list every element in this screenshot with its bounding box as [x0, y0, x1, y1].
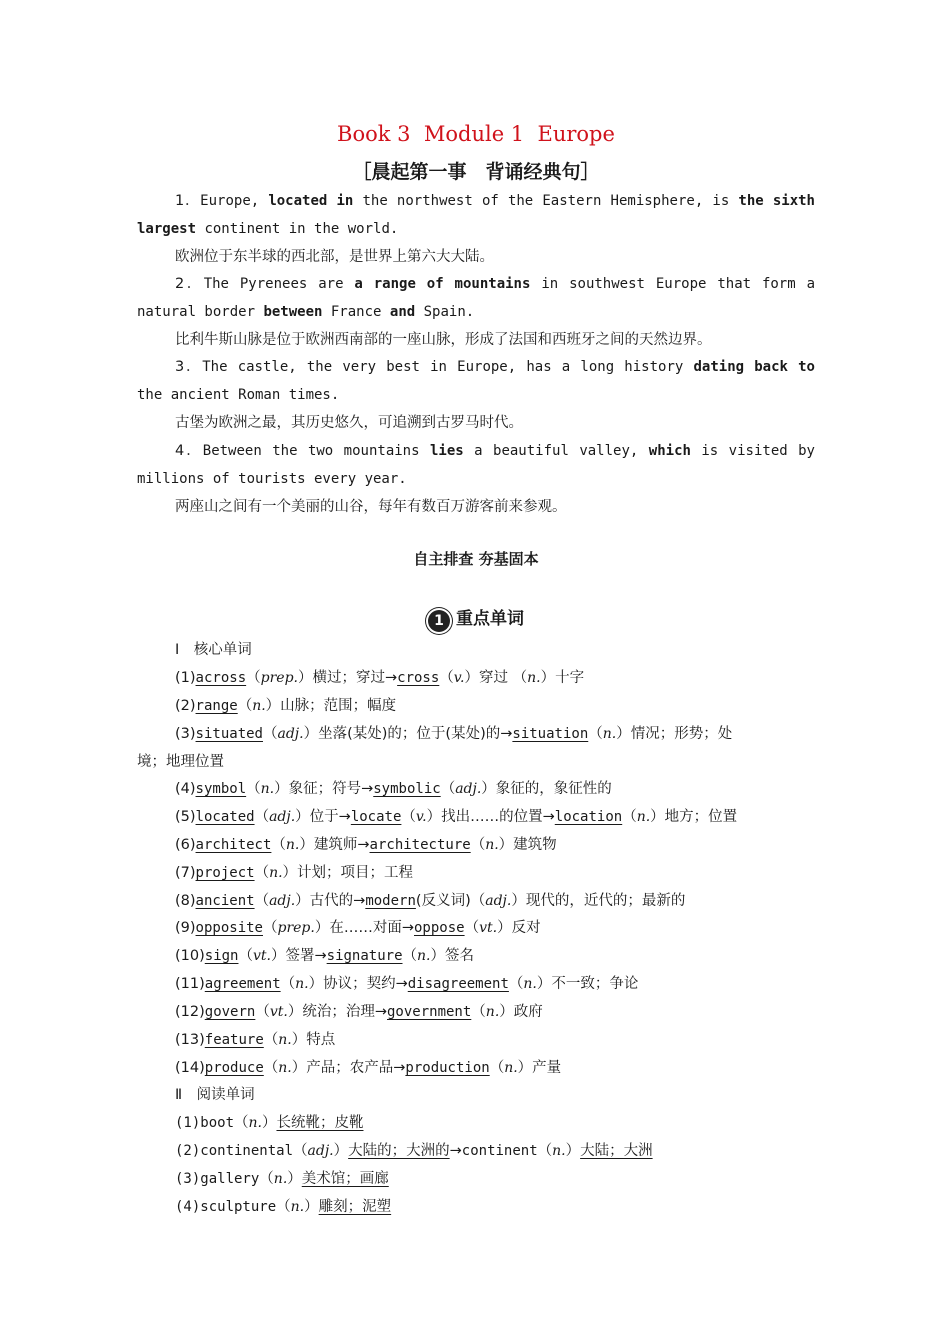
vocab-text: ）地方；位置 — [650, 809, 738, 825]
arrow-icon: → — [384, 670, 398, 686]
part-of-speech: n. — [527, 670, 541, 686]
vocab-text: ） — [287, 1171, 302, 1187]
vocab-word: ancient — [195, 893, 255, 909]
arrow-icon: → — [500, 726, 513, 742]
vocab-text: ）建筑物 — [498, 837, 557, 853]
part-of-speech: n. — [504, 1060, 518, 1076]
vocab-text: ） — [304, 1199, 319, 1215]
vocab-word: symbol — [195, 781, 247, 797]
vocab-text: (1)boot — [175, 1115, 235, 1131]
vocab-text: ）情况；形势；处 — [616, 726, 733, 742]
vocab-text: (10) — [175, 948, 205, 964]
sentence-translation: 比利牛斯山脉是位于欧洲西南部的一座山脉，形成了法国和西班牙之间的天然边界。 — [175, 332, 712, 348]
section-heading: 自主排查 夯基固本 — [413, 550, 539, 568]
vocab-text: （ — [246, 670, 261, 686]
sentence-text: Europe, — [200, 193, 269, 209]
vocab-text: ）象征；符号 — [274, 781, 362, 797]
arrow-icon: → — [393, 1060, 406, 1076]
vocab-word: sign — [204, 948, 239, 964]
vocab-word: across — [195, 670, 247, 686]
vocab-word: disagreement — [407, 976, 509, 992]
vocab-word: 大陆的；大洲的 — [348, 1143, 450, 1159]
vocab-item — [175, 692, 396, 720]
arrow-icon: → — [357, 837, 370, 853]
vocab-text: （ — [254, 865, 270, 881]
part-of-speech: v. — [415, 809, 427, 825]
vocab-item — [175, 887, 685, 915]
sentence-text: The Pyrenees are — [203, 276, 355, 292]
vocab-text: （ — [237, 698, 253, 714]
vocab-text: (4)sculpture — [175, 1199, 277, 1215]
vocab-text: （ — [537, 1143, 553, 1159]
part-of-speech: vt. — [252, 948, 271, 964]
part1-label — [175, 636, 252, 664]
vocab-text: ）穿过 （ — [464, 670, 528, 686]
vocab-heading-label: 重点单词 — [456, 609, 524, 629]
vocab-text: ）产量 — [517, 1060, 562, 1076]
part-of-speech: n. — [417, 948, 431, 964]
vocab-item — [175, 998, 543, 1026]
vocab-text: (12) — [175, 1004, 205, 1020]
vocab-text: （ — [489, 1060, 505, 1076]
part-of-speech: n. — [260, 781, 275, 797]
vocab-text: （ — [276, 1199, 291, 1215]
sentence-number: 2． — [175, 276, 204, 292]
vocab-word: located — [195, 809, 255, 825]
vocab-text: ）位于 — [295, 809, 339, 825]
vocab-item — [175, 664, 584, 692]
vocab-item-continuation: 境；地理位置 — [137, 754, 224, 770]
key-phrase: located in — [268, 193, 354, 209]
key-phrase: between — [263, 304, 323, 320]
key-phrase: a range of mountains — [354, 276, 531, 292]
vocab-text: （ — [464, 920, 480, 936]
part-of-speech: n. — [485, 1004, 500, 1020]
vocab-text: ） — [261, 1115, 277, 1131]
part-of-speech: n. — [485, 837, 499, 853]
key-phrase: dating back to — [693, 359, 815, 375]
vocab-text: ）现代的，近代的；最新的 — [511, 893, 686, 909]
sentence-translation: 欧洲位于东半球的西北部，是世界上第六大大陆。 — [175, 249, 494, 265]
vocab-word: locate — [350, 809, 402, 825]
part-of-speech: adj. — [485, 893, 512, 909]
vocab-text: （ — [254, 809, 270, 825]
vocab-text: （ — [246, 781, 261, 797]
vocab-word: situation — [512, 726, 589, 742]
vocab-word: produce — [204, 1060, 264, 1076]
part-of-speech: n. — [278, 1060, 292, 1076]
vocab-text: ）协议；契约 — [308, 976, 396, 992]
vocab-text: ）统治；治理 — [287, 1004, 375, 1020]
part-of-speech: n. — [252, 698, 266, 714]
vocab-word: govern — [204, 1004, 256, 1020]
vocab-text: (8) — [175, 893, 196, 909]
vocab-text: ） — [333, 1143, 349, 1159]
vocab-word: 长统靴；皮靴 — [276, 1115, 364, 1131]
arrow-icon: → — [395, 976, 408, 992]
vocab-word: opposite — [195, 920, 263, 936]
vocab-text: (3)gallery — [175, 1171, 260, 1187]
key-phrase: which — [648, 443, 691, 459]
part-of-speech: vt. — [479, 920, 498, 936]
sentence-text: France — [322, 304, 390, 320]
vocab-word: location — [554, 809, 623, 825]
vocab-item — [175, 1054, 561, 1082]
vocab-text: ）计划；项目；工程 — [282, 865, 414, 881]
vocab-text: （ — [255, 1004, 270, 1020]
vocab-text: （ — [439, 670, 454, 686]
part-of-speech: prep. — [277, 920, 315, 936]
vocab-word: project — [195, 865, 255, 881]
part-of-speech: adj. — [277, 726, 304, 742]
sentence-number: 4． — [175, 443, 203, 459]
vocab-word: government — [387, 1004, 472, 1020]
vocab-text: （ — [440, 781, 456, 797]
arrow-icon: → — [338, 809, 351, 825]
part-of-speech: n. — [295, 976, 309, 992]
vocab-text: ）反对 — [497, 920, 541, 936]
vocab-item — [175, 720, 732, 748]
vocab-item — [175, 831, 557, 859]
vocab-text: ）找出……的位置 — [426, 809, 543, 825]
vocab-text: （ — [262, 726, 278, 742]
number-badge-icon: 1 — [428, 610, 450, 632]
vocab-word: agreement — [204, 976, 281, 992]
part-of-speech: n. — [636, 809, 651, 825]
part-of-speech: v. — [453, 670, 465, 686]
part-of-speech: vt. — [269, 1004, 288, 1020]
vocab-text: （ — [622, 809, 637, 825]
vocab-text: (13) — [175, 1032, 205, 1048]
vocab-text: （ — [263, 1032, 279, 1048]
sentence-text: a beautiful valley, — [463, 443, 649, 459]
sentence-text: the northwest of the Eastern Hemisphere, is — [353, 193, 739, 209]
vocab-item — [175, 914, 541, 942]
vocab-text: （ — [234, 1115, 249, 1131]
vocab-text: (9) — [175, 920, 196, 936]
vocab-text: (1) — [175, 670, 196, 686]
vocab-item — [175, 1165, 389, 1193]
vocab-item — [175, 803, 737, 831]
vocab-word: signature — [326, 948, 403, 964]
arrow-icon: → — [374, 1004, 387, 1020]
vocab-text: （ — [254, 893, 270, 909]
vocab-text: (2)continental — [175, 1143, 294, 1159]
vocab-text: (11) — [175, 976, 205, 992]
vocab-text: (6) — [175, 837, 196, 853]
vocab-text: ）产品；农产品 — [291, 1060, 394, 1076]
vocab-text: （ — [588, 726, 603, 742]
part-of-speech: n. — [523, 976, 537, 992]
vocab-text: (7) — [175, 865, 196, 881]
part-of-speech: n. — [285, 837, 300, 853]
vocab-word: 雕刻；泥塑 — [318, 1199, 392, 1215]
sentence-text: is visited by millions of tourists every year. — [137, 443, 815, 487]
vocab-text: （ — [238, 948, 253, 964]
vocab-text: （ — [471, 1004, 486, 1020]
vocab-text: ）山脉；范围；幅度 — [265, 698, 397, 714]
vocab-item — [175, 942, 474, 970]
vocab-text: (5) — [175, 809, 196, 825]
key-phrase: and — [389, 304, 416, 320]
vocab-text: ）坐落(某处)的；位于(某处)的 — [303, 726, 501, 742]
vocab-word: cross — [397, 670, 440, 686]
sentence-english — [137, 187, 815, 243]
vocab-text: ）特点 — [291, 1032, 336, 1048]
vocab-word: 美术馆；画廊 — [301, 1171, 389, 1187]
part-of-speech: n. — [248, 1115, 262, 1131]
vocab-item — [175, 1026, 335, 1054]
vocab-item — [175, 775, 612, 803]
vocab-heading — [137, 604, 815, 632]
vocab-item — [175, 1193, 391, 1221]
vocab-text: （ — [470, 837, 486, 853]
vocab-word: range — [195, 698, 238, 714]
page-title: Book 3 Module 1 Europe — [337, 122, 615, 146]
key-phrase: the sixth largest — [137, 193, 815, 237]
vocab-text: ） — [565, 1143, 581, 1159]
vocab-text: （ — [401, 809, 416, 825]
key-phrase: lies — [429, 443, 464, 459]
sentence-text: Between the two mountains — [202, 443, 430, 459]
sentence-text: the ancient Roman times. — [137, 387, 340, 403]
vocab-text: ）签署 — [270, 948, 315, 964]
vocab-word: production — [405, 1060, 490, 1076]
vocab-text: Ⅱ 阅读单词 — [175, 1087, 255, 1103]
vocab-item — [175, 859, 413, 887]
vocab-text: （ — [293, 1143, 308, 1159]
sentence-number: 1． — [175, 193, 201, 209]
part-of-speech: n. — [278, 1032, 292, 1048]
sentence-translation: 两座山之间有一个美丽的山谷，每年有数百万游客前来参观。 — [175, 499, 567, 515]
vocab-word: oppose — [414, 920, 465, 936]
vocab-word: symbolic — [373, 781, 441, 797]
vocab-item — [175, 970, 638, 998]
vocab-item — [175, 1109, 363, 1137]
vocab-word: 大陆；大洲 — [580, 1143, 653, 1159]
vocab-text: ）政府 — [499, 1004, 543, 1020]
arrow-icon: → — [353, 893, 366, 909]
vocab-text: ）建筑师 — [299, 837, 358, 853]
vocab-text: （ — [508, 976, 524, 992]
arrow-icon: → — [314, 948, 327, 964]
vocab-word: architect — [195, 837, 272, 853]
vocab-text: （ — [280, 976, 296, 992]
vocab-text: (14) — [175, 1060, 205, 1076]
vocab-text: ）十字 — [540, 670, 585, 686]
vocab-text: （ — [262, 920, 278, 936]
vocab-text: （ — [259, 1171, 274, 1187]
vocab-text: (2) — [175, 698, 196, 714]
arrow-icon: → — [401, 920, 414, 936]
part-of-speech: n. — [269, 865, 283, 881]
part-of-speech: n. — [552, 1143, 566, 1159]
sentence-number: 3． — [175, 359, 203, 375]
vocab-text: ）在……对面 — [314, 920, 402, 936]
sentence-text: in southwest Europe that form a natural border — [137, 276, 815, 320]
vocab-text: ）签名 — [430, 948, 474, 964]
sentence-english — [137, 270, 815, 326]
arrow-icon: → — [542, 809, 555, 825]
vocab-text: (3) — [175, 726, 196, 742]
sentence-text: continent in the world. — [196, 221, 399, 237]
sentence-text: Spain. — [415, 304, 475, 320]
vocab-text: (反义词)（ — [415, 893, 486, 909]
vocab-word: modern — [365, 893, 416, 909]
vocab-text: （ — [402, 948, 417, 964]
part-of-speech: prep. — [260, 670, 298, 686]
vocab-word: architecture — [369, 837, 471, 853]
vocab-text: ）不一致；争论 — [536, 976, 639, 992]
arrow-icon: → — [361, 781, 374, 797]
vocab-text: （ — [271, 837, 286, 853]
part-of-speech: adj. — [269, 809, 296, 825]
part-of-speech: adj. — [269, 893, 296, 909]
vocab-text: (4) — [175, 781, 196, 797]
vocab-text: ）古代的 — [295, 893, 354, 909]
vocab-text: ）象征的，象征性的 — [481, 781, 612, 797]
part-of-speech: n. — [290, 1199, 305, 1215]
page-subtitle: ［晨起第一事 背诵经典句］ — [352, 161, 600, 183]
vocab-text: ）横过；穿过 — [297, 670, 385, 686]
sentence-english — [137, 353, 815, 409]
sentence-english — [137, 437, 815, 493]
part-of-speech: adj. — [307, 1143, 334, 1159]
vocab-text: continent — [461, 1143, 538, 1159]
part-of-speech: n. — [602, 726, 617, 742]
vocab-word: situated — [195, 726, 263, 742]
vocab-word: feature — [204, 1032, 264, 1048]
sentence-translation: 古堡为欧洲之最，其历史悠久，可追溯到古罗马时代。 — [175, 415, 523, 431]
part-of-speech: n. — [273, 1171, 288, 1187]
part2-label — [175, 1081, 255, 1109]
part-of-speech: adj. — [455, 781, 482, 797]
vocab-item — [175, 1137, 653, 1165]
vocab-text: Ⅰ 核心单词 — [175, 642, 252, 658]
arrow-icon: → — [449, 1143, 462, 1159]
vocab-text: （ — [263, 1060, 279, 1076]
sentence-text: The castle, the very best in Europe, has a long history — [202, 359, 694, 375]
